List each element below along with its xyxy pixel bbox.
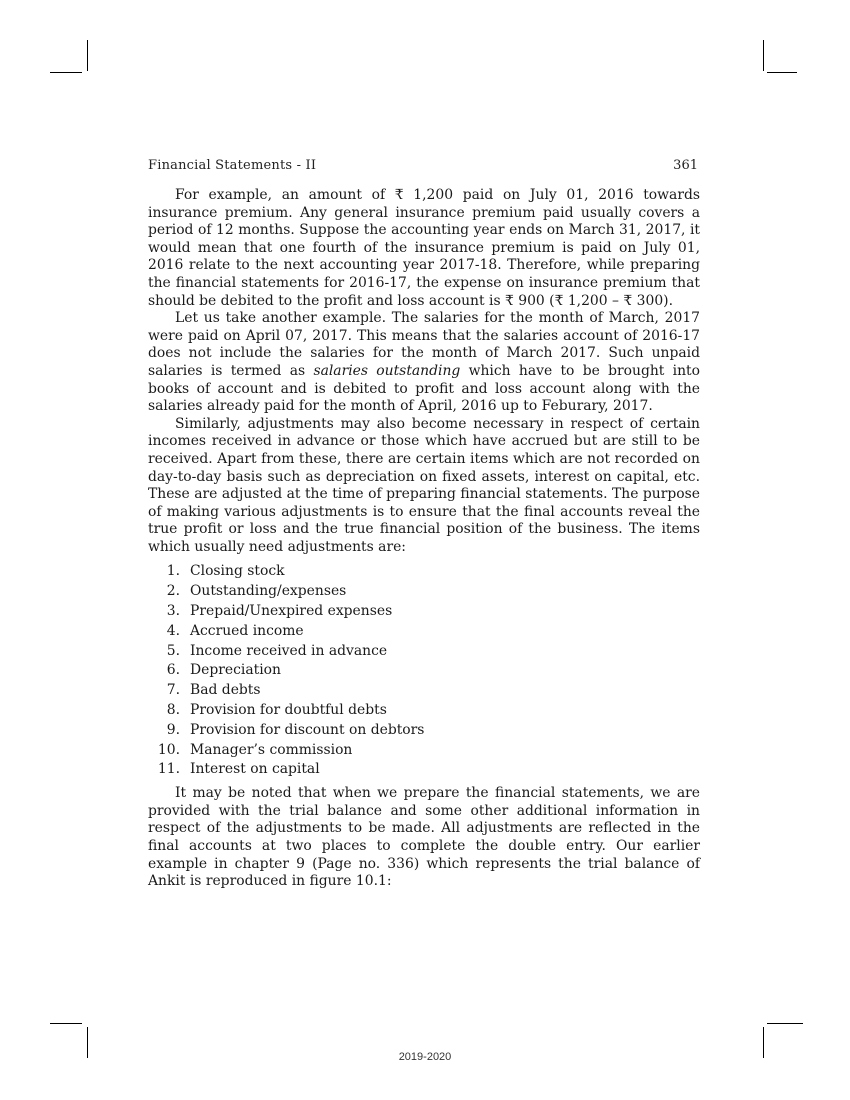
- crop-mark-top-right-vertical: [763, 40, 764, 71]
- crop-mark-bottom-right-horizontal: [767, 1023, 803, 1024]
- list-item: [148, 661, 700, 681]
- list-item-number: 10.: [157, 741, 180, 758]
- list-item-number: 7.: [166, 682, 180, 699]
- paragraph-text: For example, an amount of ₹ 1,200 paid on July 01, 2016 towards insurance premium. Any general insurance premium paid usually covers a period of 12 months. Suppose the accounting year ends on March 31, 2017, it would mean that one fourth of the insurance premium is paid on July 01, 2016 relate to the next accounting year 2017-18. Therefore, while preparing the financial statements for 2016-17, the expense on insurance premium that should be debited to the profit and loss account is ₹ 900 (₹ 1,200 – ₹ 300).: [148, 187, 700, 309]
- list-item-label: Interest on capital: [190, 761, 320, 778]
- list-item-label: Income received in advance: [190, 642, 388, 659]
- running-title: Financial Statements - II: [148, 158, 317, 173]
- list-item-label: Outstanding/expenses: [190, 583, 347, 600]
- list-item-label: Bad debts: [190, 682, 261, 699]
- crop-mark-bottom-left-horizontal: [50, 1023, 82, 1024]
- list-item-number: 4.: [166, 622, 180, 639]
- paragraph-insurance-example: [148, 187, 700, 310]
- paragraph-closing: It may be noted that when we prepare the financial statements, we are provided with the trial balance and some other additional information in respect of the adjustments to be made. All adjustments are reflected in the final accounts at two places to complete the double entry. Our earlier example in chapter 9 (Page no. 336) which represents the trial balance of Ankit is reproduced in figure 10.1:: [148, 785, 700, 890]
- list-item-number: 1.: [166, 563, 180, 580]
- paragraph-text: which have to be brought into books of account and is debited to profit and loss account along with the salaries already paid for the month of April, 2016 up to Feburary, 2017.: [148, 362, 700, 415]
- emphasized-term: salaries outstanding: [313, 362, 461, 379]
- crop-mark-top-left-horizontal: [50, 72, 82, 73]
- list-item-number: 8.: [166, 702, 180, 719]
- list-item: [148, 721, 700, 741]
- list-item: [148, 760, 700, 780]
- list-item-label: Manager’s commission: [190, 741, 353, 758]
- footer-year: 2019-2020: [398, 1051, 452, 1063]
- list-item: [148, 582, 700, 602]
- list-item-number: 2.: [166, 583, 180, 600]
- list-item: [148, 701, 700, 721]
- running-header: [148, 156, 700, 176]
- list-item-number: 6.: [166, 662, 180, 679]
- list-item-number: 11.: [157, 761, 180, 778]
- crop-mark-top-right-horizontal: [767, 72, 797, 73]
- list-item-label: Provision for doubtful debts: [190, 702, 387, 719]
- list-item: [148, 622, 700, 642]
- paragraph-adjustments-intro: [148, 416, 700, 557]
- list-item: [148, 602, 700, 622]
- paragraph-text: Similarly, adjustments may also become necessary in respect of certain incomes received in advance or those which have accrued but are still to be received. Apart from these, there are certain items which are not recorded on day-to-day basis such as depreciation on fixed assets, interest on capital, etc. These are adjusted at the time of preparing financial statements. The purpose of making various adjustments is to ensure that the final accounts reveal the true profit or loss and the true financial position of the business. The items which usually need adjustments are:: [148, 415, 700, 555]
- list-item: [148, 642, 700, 662]
- list-item-number: 3.: [166, 603, 180, 620]
- list-item-number: 5.: [166, 642, 180, 659]
- list-item-label: Prepaid/Unexpired expenses: [190, 603, 393, 620]
- list-item: [148, 562, 700, 582]
- list-item-label: Accrued income: [190, 622, 304, 639]
- paragraph-salaries-example: [148, 310, 700, 416]
- list-item: [148, 681, 700, 701]
- crop-mark-top-left-vertical: [87, 40, 88, 71]
- paragraph-text: Let us take another example. The salaries for the month of March, 2017 were paid on April 07, 2017. This means that the salaries account of 2016-17 does not include the salaries for the month of March 2017. Such unpaid salaries is termed as: [148, 310, 700, 379]
- body-text: [148, 187, 700, 891]
- list-item-label: Closing stock: [190, 563, 285, 580]
- adjustment-items-list: [148, 562, 700, 780]
- list-item-number: 9.: [166, 721, 180, 738]
- list-item-label: Provision for discount on debtors: [190, 721, 425, 738]
- page-number: 361: [673, 158, 698, 173]
- list-item: [148, 741, 700, 761]
- list-item-label: Depreciation: [190, 662, 281, 679]
